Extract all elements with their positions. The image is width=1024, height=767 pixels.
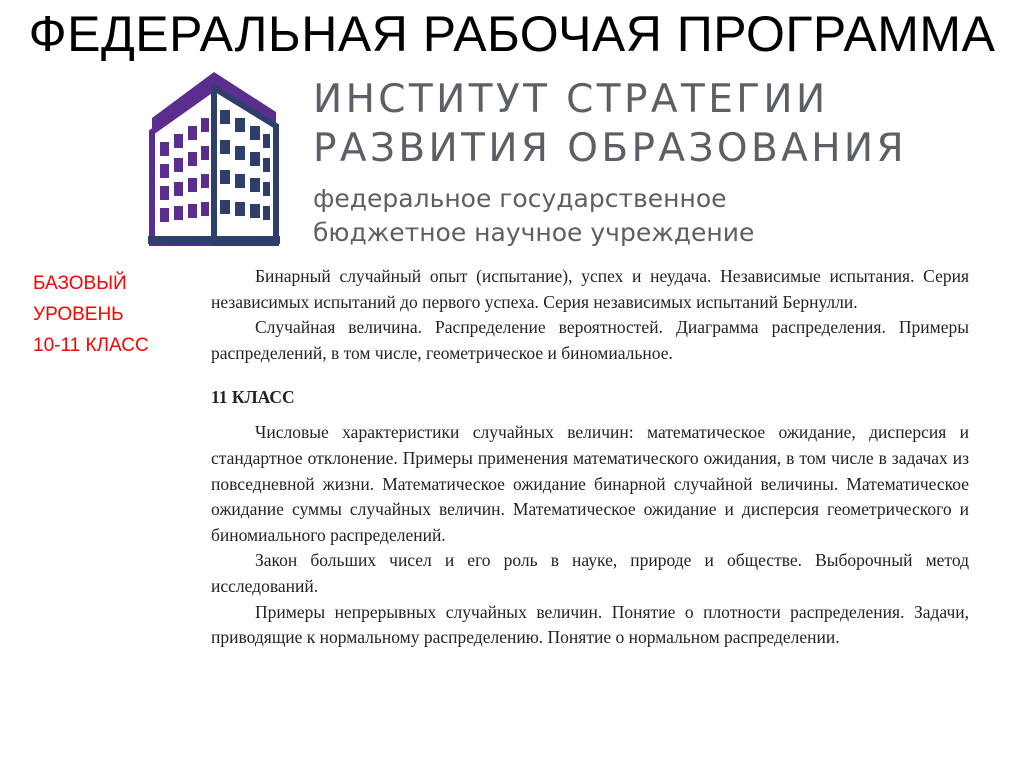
institute-subtitle-line-2: бюджетное научное учреждение: [313, 218, 755, 247]
paragraph: Случайная величина. Распределение вероятностей. Диаграмма распределения. Примеры распределений, в том числе, геометрическое и биномиальное.: [211, 317, 969, 363]
level-line-2: УРОВЕНЬ: [33, 304, 124, 325]
level-label: [33, 268, 149, 361]
paragraph: Бинарный случайный опыт (испытание), успех и неудача. Независимые испытания. Серия независимых испытаний до первого успеха. Серия независимых испытаний Бернулли.: [211, 266, 969, 312]
level-line-3: 10-11 КЛАСС: [33, 335, 149, 356]
building-logo-icon: [144, 68, 280, 246]
institute-subtitle-line-1: федеральное государственное: [313, 184, 727, 213]
paragraph: Числовые характеристики случайных величин: математическое ожидание, дисперсия и стандартное отклонение. Примеры применения математического ожидания, в том числе в задачах из повседневной жизни. Математическое ожидание бинарной случайной величины. Математическое ожидание суммы случайных величин. Математическое ожидание и дисперсия геометрического и биномиального распределений.: [211, 422, 969, 545]
institute-name-line-2: РАЗВИТИЯ ОБРАЗОВАНИЯ: [313, 126, 908, 171]
document-excerpt: [211, 264, 969, 651]
grade-11-heading: 11 КЛАСС: [211, 387, 295, 408]
institute-name-line-1: ИНСТИТУТ СТРАТЕГИИ: [313, 77, 829, 122]
paragraph: Закон больших чисел и его роль в науке, природе и обществе. Выборочный метод исследований.: [211, 550, 969, 596]
slide-title: ФЕДЕРАЛЬНАЯ РАБОЧАЯ ПРОГРАММА: [28, 6, 996, 62]
level-line-1: БАЗОВЫЙ: [33, 273, 127, 294]
paragraph: Примеры непрерывных случайных величин. Понятие о плотности распределения. Задачи, приводящие к нормальному распределению. Понятие о нормальном распределении.: [211, 601, 969, 648]
